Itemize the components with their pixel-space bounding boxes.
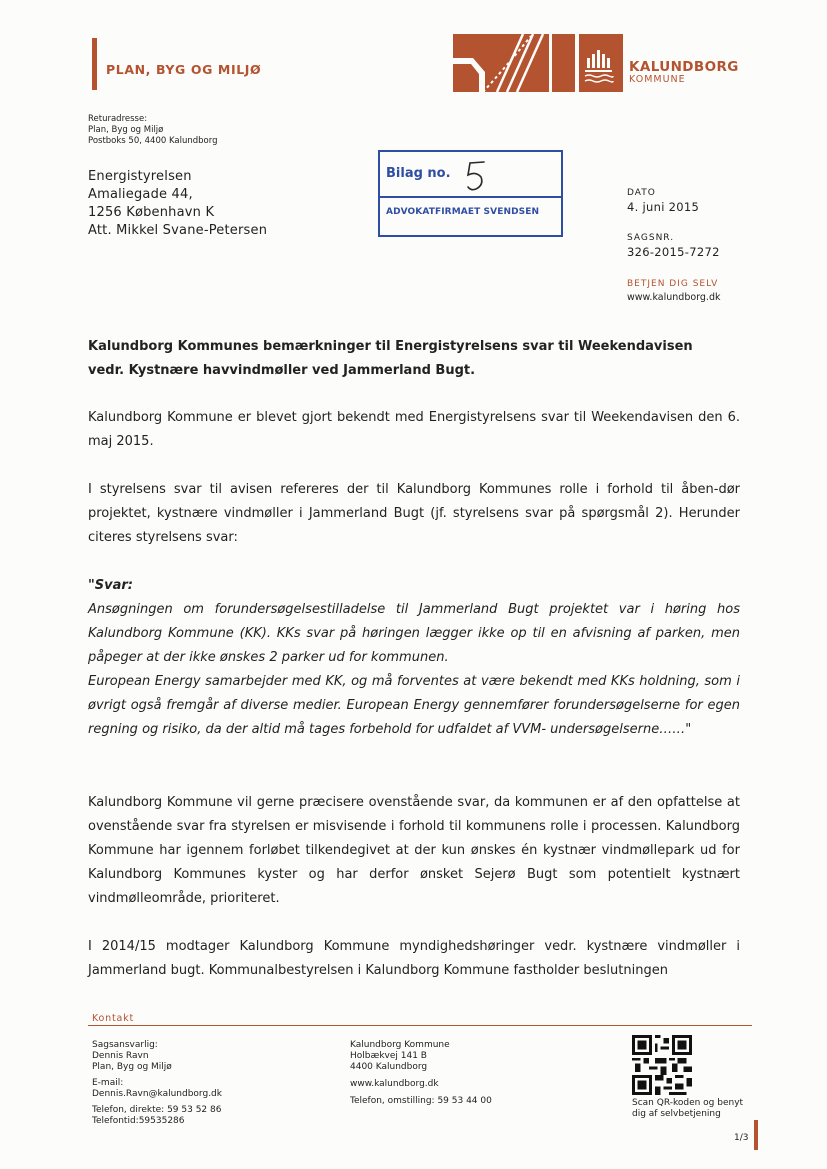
footer-line: Dennis Ravn xyxy=(92,1051,149,1061)
website-link[interactable]: www.kalundborg.dk xyxy=(627,292,721,303)
case-number-value: 326-2015-7272 xyxy=(627,245,720,259)
heading-line: vedr. Kystnære havvindmøller ved Jammerland Bugt. xyxy=(88,363,476,378)
organization-subtitle: KOMMUNE xyxy=(629,74,686,85)
contact-label: Kontakt xyxy=(92,1013,134,1024)
footer-divider xyxy=(88,1025,752,1026)
department-accent-bar xyxy=(92,38,97,90)
stamp-handwritten-number xyxy=(460,158,490,194)
qr-scan-caption xyxy=(632,1098,772,1120)
recipient-line: Att. Mikkel Svane-Petersen xyxy=(88,223,268,238)
footer-website-link[interactable]: www.kalundborg.dk xyxy=(350,1079,439,1089)
recipient-line: Amaliegade 44, xyxy=(88,187,193,202)
return-address-line: Plan, Byg og Miljø xyxy=(88,125,164,135)
footer-line: Holbækvej 141 B xyxy=(350,1051,427,1061)
return-address xyxy=(88,114,218,147)
phone-hours: Telefontid:59535286 xyxy=(92,1116,185,1126)
quote-title: "Svar: xyxy=(88,578,133,593)
organization-name: KALUNDBORG xyxy=(629,59,739,75)
scan-line: Scan QR-koden og benyt xyxy=(632,1098,744,1108)
quote-paragraph: European Energy samarbejder med KK, og må forventes at være bekendt med KKs holdning, som i øvrigt også fremgår af diverse medier. European Energy gennemfører forundersøgelserne for egen regning og risiko, da der altid må tages forbehold for udfaldet af VVM- undersøgelserne……" xyxy=(88,674,740,737)
quote-paragraph: Ansøgningen om forundersøgelsestilladelse til Jammerland Bugt projektet var i høring hos Kalundborg Kommune (KK). KKs svar på høringen lægger ikke op til en afvisning af parken, men påpeger at der ikke ønskes 2 parker ud for kommunen. xyxy=(88,602,740,665)
phone-direct: Telefon, direkte: 59 53 52 86 xyxy=(92,1105,222,1115)
email-link[interactable]: Dennis.Ravn@kalundborg.dk xyxy=(92,1089,222,1099)
body-paragraph: Kalundborg Kommune er blevet gjort bekendt med Energistyrelsens svar til Weekendavisen den 6. maj 2015. xyxy=(88,410,740,449)
exhibit-stamp xyxy=(378,150,563,237)
footer-office-address xyxy=(350,1040,492,1107)
date-label: DATO xyxy=(627,188,656,198)
kalundborg-logo-graphic xyxy=(453,34,623,92)
footer-contact-person xyxy=(92,1040,222,1127)
recipient-line: Energistyrelsen xyxy=(88,169,192,184)
case-number-label: SAGSNR. xyxy=(627,233,675,243)
recipient-address xyxy=(88,168,267,240)
page-number: 1/3 xyxy=(734,1133,749,1143)
heading-line: Kalundborg Kommunes bemærkninger til Energistyrelsens svar til Weekendavisen xyxy=(88,339,693,354)
body-paragraph: I 2014/15 modtager Kalundborg Kommune myndighedshøringer vedr. kystnære vindmøller i Jammerland bugt. Kommunalbestyrelsen i Kalundborg Kommune fastholder beslutningen xyxy=(88,939,740,978)
footer-line: Kalundborg Kommune xyxy=(350,1040,450,1050)
page-accent-bar xyxy=(754,1120,758,1150)
phone-main: Telefon, omstilling: 59 53 44 00 xyxy=(350,1096,492,1106)
stamp-divider xyxy=(380,196,561,198)
recipient-line: 1256 København K xyxy=(88,205,215,220)
footer-line: Plan, Byg og Miljø xyxy=(92,1062,172,1072)
return-address-line: Postboks 50, 4400 Kalundborg xyxy=(88,136,218,146)
email-label: E-mail: xyxy=(92,1078,124,1088)
footer-line: Sagsansvarlig: xyxy=(92,1040,158,1050)
body-paragraph: Kalundborg Kommune vil gerne præcisere ovenstående svar, da kommunen er af den opfattelse at ovenstående svar fra styrelsen er misvisende i forhold til kommunens rolle i processen. Kalundborg Kommune har igennem forløbet tilkendegivet at der kun ønskes én kystnær vindmøllepark ud for Kalundborg Kommunes kyster og har derfor ønsket Sejerø Bugt som potentielt kystnært vindmølleområde, prioriteret. xyxy=(88,795,740,906)
footer-line: 4400 Kalundborg xyxy=(350,1062,428,1072)
date-value: 4. juni 2015 xyxy=(627,200,700,214)
department-name: PLAN, BYG OG MILJØ xyxy=(106,62,262,77)
body-paragraph: I styrelsens svar til avisen refereres der til Kalundborg Kommunes rolle i forhold til åben-dør projektet, kystnære vindmøller i Jammerland Bugt (jf. styrelsens svar på spørgsmål 2). Herunder citeres styrelsens svar: xyxy=(88,482,740,545)
self-service-label: BETJEN DIG SELV xyxy=(627,279,719,289)
scan-line: dig af selvbetjening xyxy=(632,1109,721,1119)
stamp-label: Bilag no. xyxy=(386,166,451,181)
return-address-line: Returadresse: xyxy=(88,114,148,124)
letter-heading xyxy=(88,335,748,383)
stamp-firm-name: ADVOKATFIRMAET SVENDSEN xyxy=(386,207,540,217)
qr-code-icon[interactable] xyxy=(632,1035,692,1095)
